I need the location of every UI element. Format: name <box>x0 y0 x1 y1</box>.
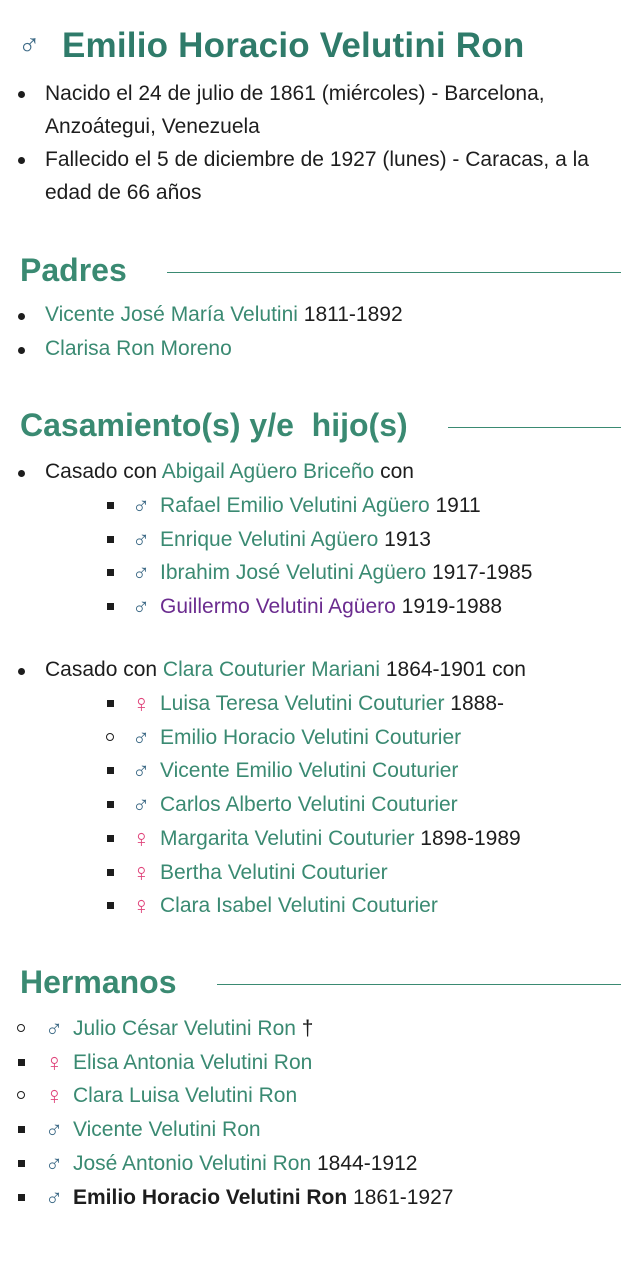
child-item <box>105 721 625 755</box>
marriage-prefix: Casado con <box>45 460 162 483</box>
person-link[interactable]: Luisa Teresa Velutini Couturier <box>160 692 445 715</box>
female-icon: ♀ <box>132 690 151 718</box>
current-person-name: Emilio Horacio Velutini Ron <box>73 1185 348 1209</box>
child-item <box>105 523 625 557</box>
siblings-list <box>14 1012 624 1214</box>
section-divider <box>448 427 621 429</box>
birth-death-facts <box>14 77 624 209</box>
marriage-prefix: Casado con <box>45 658 163 681</box>
female-icon: ♀ <box>45 1082 64 1111</box>
page-title: Emilio Horacio Velutini Ron <box>62 26 525 65</box>
person-link[interactable]: Vicente Emilio Velutini Couturier <box>160 759 459 783</box>
person-link[interactable]: Julio César Velutini Ron <box>73 1017 296 1040</box>
person-years: 1898-1989 <box>414 826 521 850</box>
marriage-line <box>14 455 624 489</box>
person-link[interactable]: Emilio Horacio Velutini Couturier <box>160 725 462 749</box>
sibling-item <box>14 1079 624 1113</box>
child-item <box>105 489 625 523</box>
person-link[interactable]: Carlos Alberto Velutini Couturier <box>160 793 458 817</box>
male-icon: ♂ <box>132 594 150 622</box>
spouse-years: 1864-1901 <box>380 658 487 681</box>
person-link[interactable]: Ibrahim José Velutini Agüero <box>160 561 427 585</box>
section-title: Casamiento(s) y/e hijo(s) <box>20 407 408 443</box>
child-item <box>105 590 625 624</box>
male-icon: ♂ <box>132 792 150 820</box>
sibling-item <box>14 1113 624 1147</box>
person-link[interactable]: Clarisa Ron Moreno <box>45 337 232 360</box>
person-years: † <box>295 1017 314 1040</box>
person-years: 1911 <box>429 494 481 517</box>
person-years: 1888- <box>444 692 504 715</box>
male-icon: ♂ <box>132 758 150 786</box>
marriage-1 <box>14 455 624 489</box>
person-link[interactable]: Margarita Velutini Couturier <box>160 826 415 850</box>
children-list-1 <box>105 489 625 624</box>
person-link[interactable]: Clara Isabel Velutini Couturier <box>160 894 438 918</box>
marriage-2 <box>14 653 624 687</box>
male-icon: ♂ <box>45 1117 63 1145</box>
male-icon: ♂ <box>45 1016 63 1043</box>
section-title: Padres <box>20 252 127 288</box>
sibling-item <box>14 1147 624 1181</box>
male-icon: ♂ <box>18 29 41 62</box>
person-link[interactable]: Clara Luisa Velutini Ron <box>73 1084 298 1108</box>
section-title: Hermanos <box>20 964 177 1000</box>
male-icon: ♂ <box>132 526 150 554</box>
page-header <box>18 26 524 66</box>
marriage-suffix: con <box>486 658 526 681</box>
section-header-siblings <box>20 964 621 1001</box>
male-icon: ♂ <box>45 1184 63 1212</box>
female-icon: ♀ <box>132 892 151 921</box>
person-link[interactable]: Vicente José María Velutini <box>45 303 298 326</box>
person-link[interactable]: Bertha Velutini Couturier <box>160 860 388 884</box>
male-icon: ♂ <box>45 1150 63 1178</box>
male-icon: ♂ <box>132 724 150 752</box>
male-icon: ♂ <box>132 560 150 588</box>
child-item <box>105 822 625 856</box>
person-years: 1913 <box>378 527 431 551</box>
spouse-link[interactable]: Clara Couturier Mariani <box>162 658 380 681</box>
spouse-link[interactable]: Abigail Agüero Briceño <box>161 460 375 483</box>
birth-fact: Nacido el 24 de julio de 1861 (miércoles) - Barcelona, Anzoátegui, Venezuela <box>14 77 624 143</box>
person-link[interactable]: Rafael Emilio Velutini Agüero <box>160 494 430 517</box>
sibling-item <box>14 1181 624 1215</box>
parent-item <box>14 332 624 366</box>
child-item <box>105 889 625 923</box>
person-link[interactable]: Guillermo Velutini Agüero <box>160 595 396 619</box>
person-link[interactable]: Elisa Antonia Velutini Ron <box>73 1050 313 1074</box>
person-years: 1811-1892 <box>297 303 403 326</box>
female-icon: ♀ <box>132 824 151 853</box>
section-divider <box>167 272 621 274</box>
section-header-marriages <box>20 407 621 444</box>
marriage-line <box>14 653 624 687</box>
death-fact: Fallecido el 5 de diciembre de 1927 (lunes) - Caracas, a la edad de 66 años <box>14 143 624 209</box>
child-item <box>105 856 625 890</box>
person-years: 1919-1988 <box>395 595 503 619</box>
person-years: 1917-1985 <box>426 561 533 585</box>
person-years: 1844-1912 <box>311 1151 418 1175</box>
children-list-2 <box>105 687 625 923</box>
person-years: 1861-1927 <box>347 1185 454 1209</box>
parents-list <box>14 298 624 366</box>
person-link[interactable]: Vicente Velutini Ron <box>73 1118 261 1142</box>
sibling-item <box>14 1012 624 1046</box>
female-icon: ♀ <box>132 858 151 887</box>
parent-item <box>14 298 624 332</box>
person-link[interactable]: Enrique Velutini Agüero <box>160 527 379 551</box>
male-icon: ♂ <box>132 493 150 520</box>
child-item <box>105 788 625 822</box>
section-divider <box>217 984 622 986</box>
section-header-parents <box>20 252 621 289</box>
female-icon: ♀ <box>45 1048 64 1077</box>
child-item <box>105 556 625 590</box>
sibling-item <box>14 1046 624 1080</box>
person-link[interactable]: José Antonio Velutini Ron <box>73 1151 312 1175</box>
child-item <box>105 754 625 788</box>
child-item <box>105 687 625 721</box>
marriage-suffix: con <box>374 460 414 483</box>
